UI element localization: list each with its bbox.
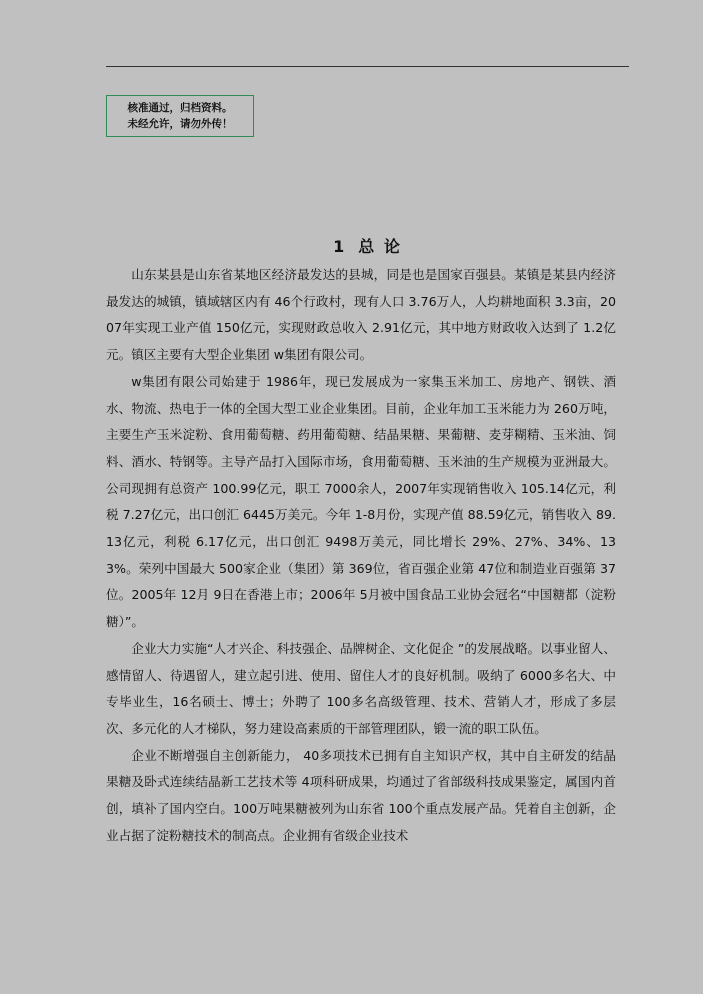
section-number: 1: [333, 237, 347, 256]
header-rule: [106, 66, 629, 67]
confidential-stamp: [106, 95, 254, 137]
section-title-text: 总 论: [358, 237, 402, 256]
paragraph-1: 山东某县是山东省某地区经济最发达的县城，同是也是国家百强县。某镇是某县内经济最发达的城镇，镇域辖区内有 46个行政村，现有人口 3.76万人，人均耕地面积 3.3亩，2007年实现工业产值 150亿元，实现财政总收入 2.91亿元，其中地方财政收入达到了 1.2亿元。镇区主要有大型企业集团 w集团有限公司。: [106, 267, 616, 363]
stamp-line-1: 核准通过，归档资料。: [127, 102, 233, 114]
paragraph-2: w集团有限公司始建于 1986年，现已发展成为一家集玉米加工、房地产、钢铁、酒水、物流、热电于一体的全国大型工业企业集团。目前，企业年加工玉米能力为 260万吨，主要生产玉米淀粉、食用葡萄糖、药用葡萄糖、结晶果糖、果葡糖、麦芽糊精、玉米油、饲料、酒水、特钢等。主导产品打入国际市场，食用葡萄糖、玉米油的生产规模为亚洲最大。公司现拥有总资产 100.99亿元，职工 7000余人，2007年实现销售收入 105.14亿元，利税 7.27亿元，出口创汇 6445万美元。今年 1-8月份，实现产值 88.59亿元，销售收入 89.13亿元，利税 6.17亿元，出口创汇 9498万美元，同比增长 29%、27%、34%、133%。荣列中国最大 500家企业（集团）第 369位，省百强企业第 47位和制造业百强第 37位。2005年 12月 9日在香港上市；2006年 5月被中国食品工业协会冠名“中国糖都（淀粉糖）”。: [106, 373, 616, 630]
paragraph-3: 企业大力实施“人才兴企、科技强企、品牌树企、文化促企 ”的发展战略。以事业留人、感情留人、待遇留人，建立起引进、使用、留住人才的良好机制。吸纳了 6000多名大、中专毕业生，16名硕士、博士；外聘了 100多名高级管理、技术、营销人才，形成了多层次、多元化的人才梯队，努力建设高素质的干部管理团队，锻一流的职工队伍。: [106, 640, 616, 736]
stamp-line-2: 未经允许，请勿外传！: [127, 118, 233, 130]
section-title: [106, 234, 629, 257]
body-text: [106, 262, 616, 849]
paragraph-4: 企业不断增强自主创新能力， 40多项技术已拥有自主知识产权，其中自主研发的结晶果糖及卧式连续结晶新工艺技术等 4项科研成果，均通过了省部级科技成果鉴定，属国内首创，填补了国内空白。100万吨果糖被列为山东省 100个重点发展产品。凭着自主创新，企业占据了淀粉糖技术的制高点。企业拥有省级企业技术: [106, 747, 616, 843]
